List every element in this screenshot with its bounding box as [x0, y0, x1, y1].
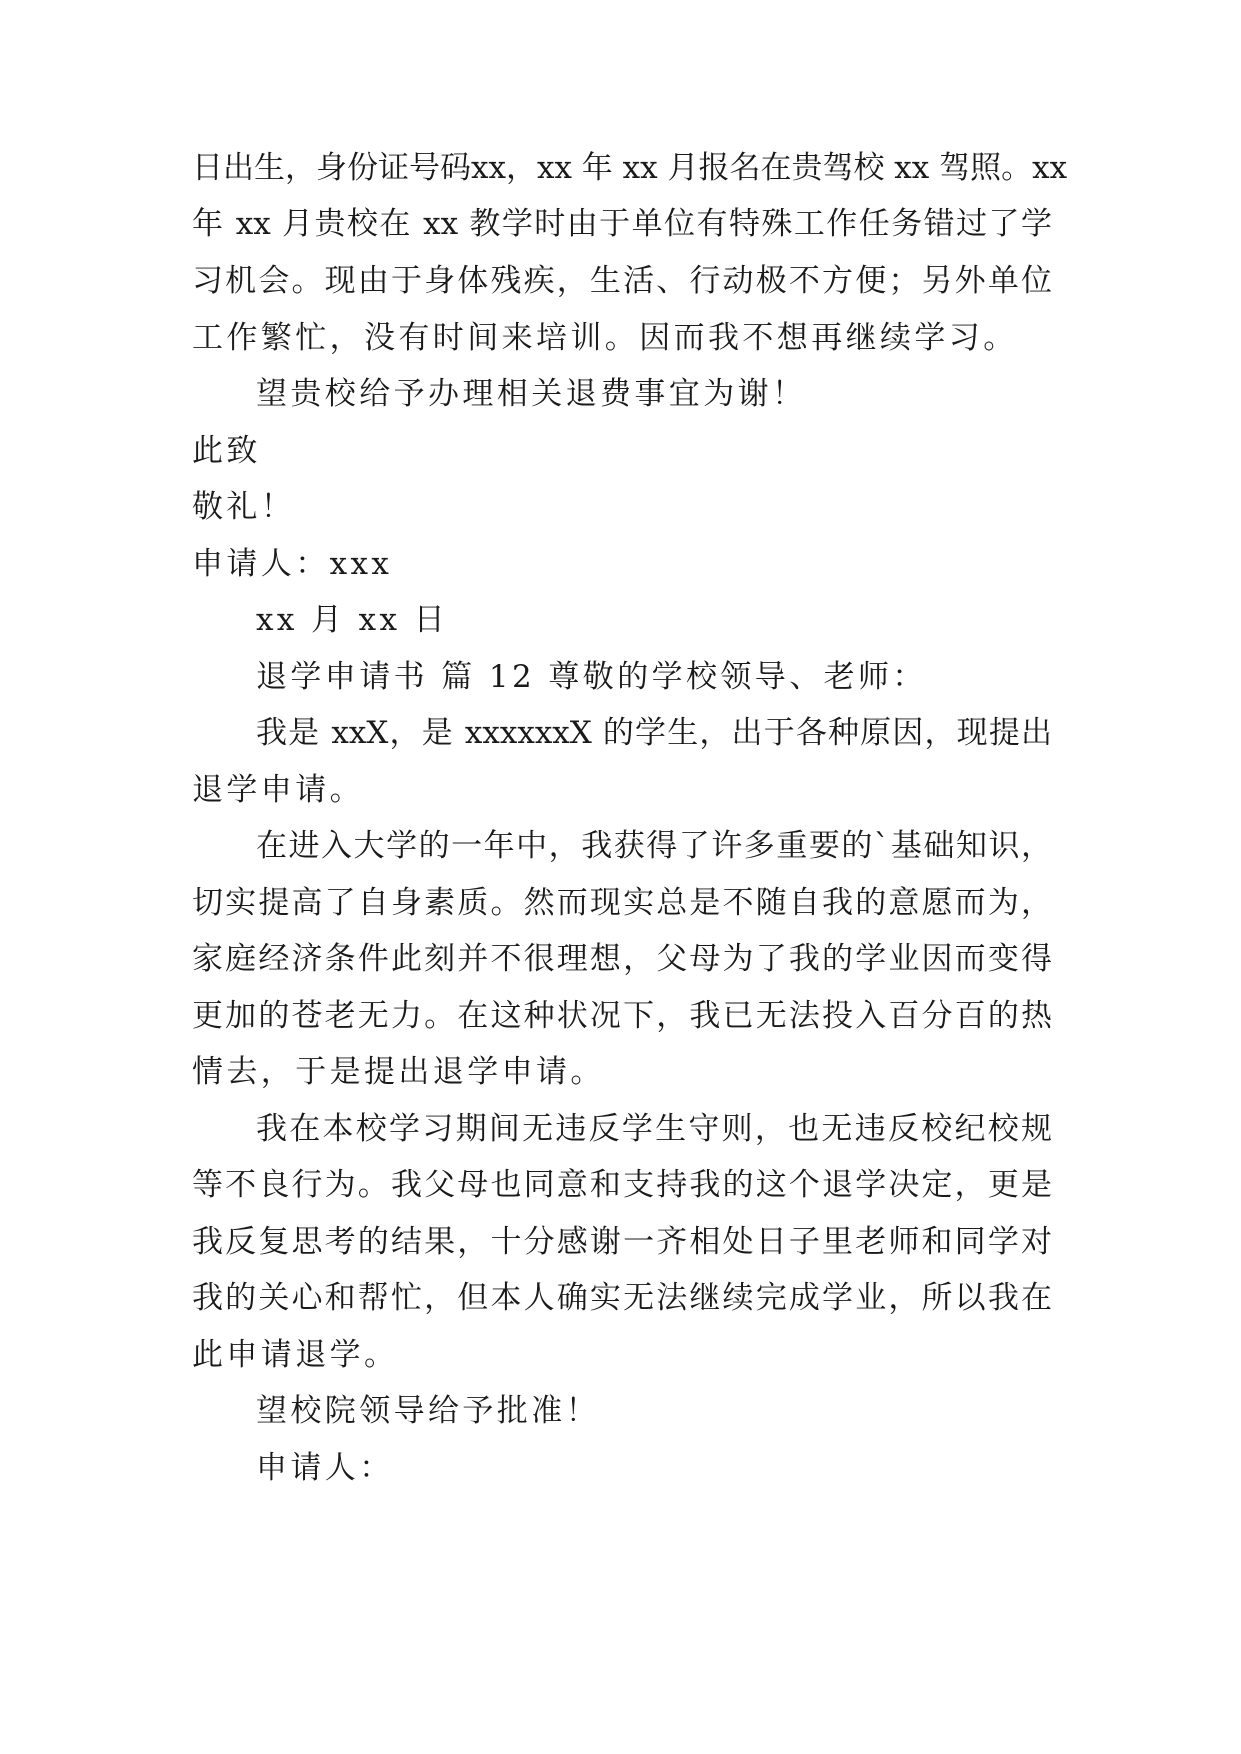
text-line: 情去，于是提出退学申请。: [192, 1054, 605, 1090]
text-line: 望贵校给予办理相关退费事宜为谢！: [256, 376, 807, 412]
text-line: 家庭经济条件此刻并不很理想，父母为了我的学业因而变得: [192, 941, 1052, 977]
text-line: 年 xx 月贵校在 xx 教学时由于单位有特殊工作任务错过了学: [192, 206, 1052, 242]
text-line: 日出生，身份证号码xx，xx 年 xx 月报名在贵驾校 xx 驾照。xx: [192, 150, 1068, 186]
text-line: 在进入大学的一年中，我获得了许多重要的`基础知识，: [256, 828, 1052, 864]
text-line: 我在本校学习期间无违反学生守则，也无违反校纪校规: [256, 1111, 1052, 1147]
text-line: 望校院领导给予批准！: [256, 1393, 600, 1429]
text-line: 工作繁忙，没有时间来培训。因而我不想再继续学习。: [192, 320, 1018, 356]
text-line: 习机会。现由于身体残疾，生活、行动极不方便；另外单位: [192, 263, 1052, 299]
text-line: 更加的苍老无力。在这种状况下，我已无法投入百分百的热: [192, 998, 1052, 1034]
applicant-signature: 申请人：xxx: [192, 546, 393, 582]
text-line: 等不良行为。我父母也同意和支持我的这个退学决定，更是: [192, 1167, 1052, 1203]
text-line: 我是 xxX，是 xxxxxxX 的学生，出于各种原因，现提出: [256, 715, 1052, 751]
date-line: xx 月 xx 日: [256, 602, 449, 638]
text-line: 此申请退学。: [192, 1337, 399, 1373]
text-line: 退学申请。: [192, 772, 364, 808]
text-line: 我反复思考的结果，十分感谢一齐相处日子里老师和同学对: [192, 1224, 1052, 1260]
closing-salutation: 此致: [192, 433, 261, 469]
text-line: 我的关心和帮忙，但本人确实无法继续完成学业，所以我在: [192, 1280, 1052, 1316]
applicant-label: 申请人：: [256, 1450, 394, 1486]
section-heading: 退学申请书 篇 12 尊敬的学校领导、老师：: [256, 659, 927, 695]
closing-regards: 敬礼！: [192, 489, 296, 525]
text-line: 切实提高了自身素质。然而现实总是不随自我的意愿而为，: [192, 885, 1052, 921]
